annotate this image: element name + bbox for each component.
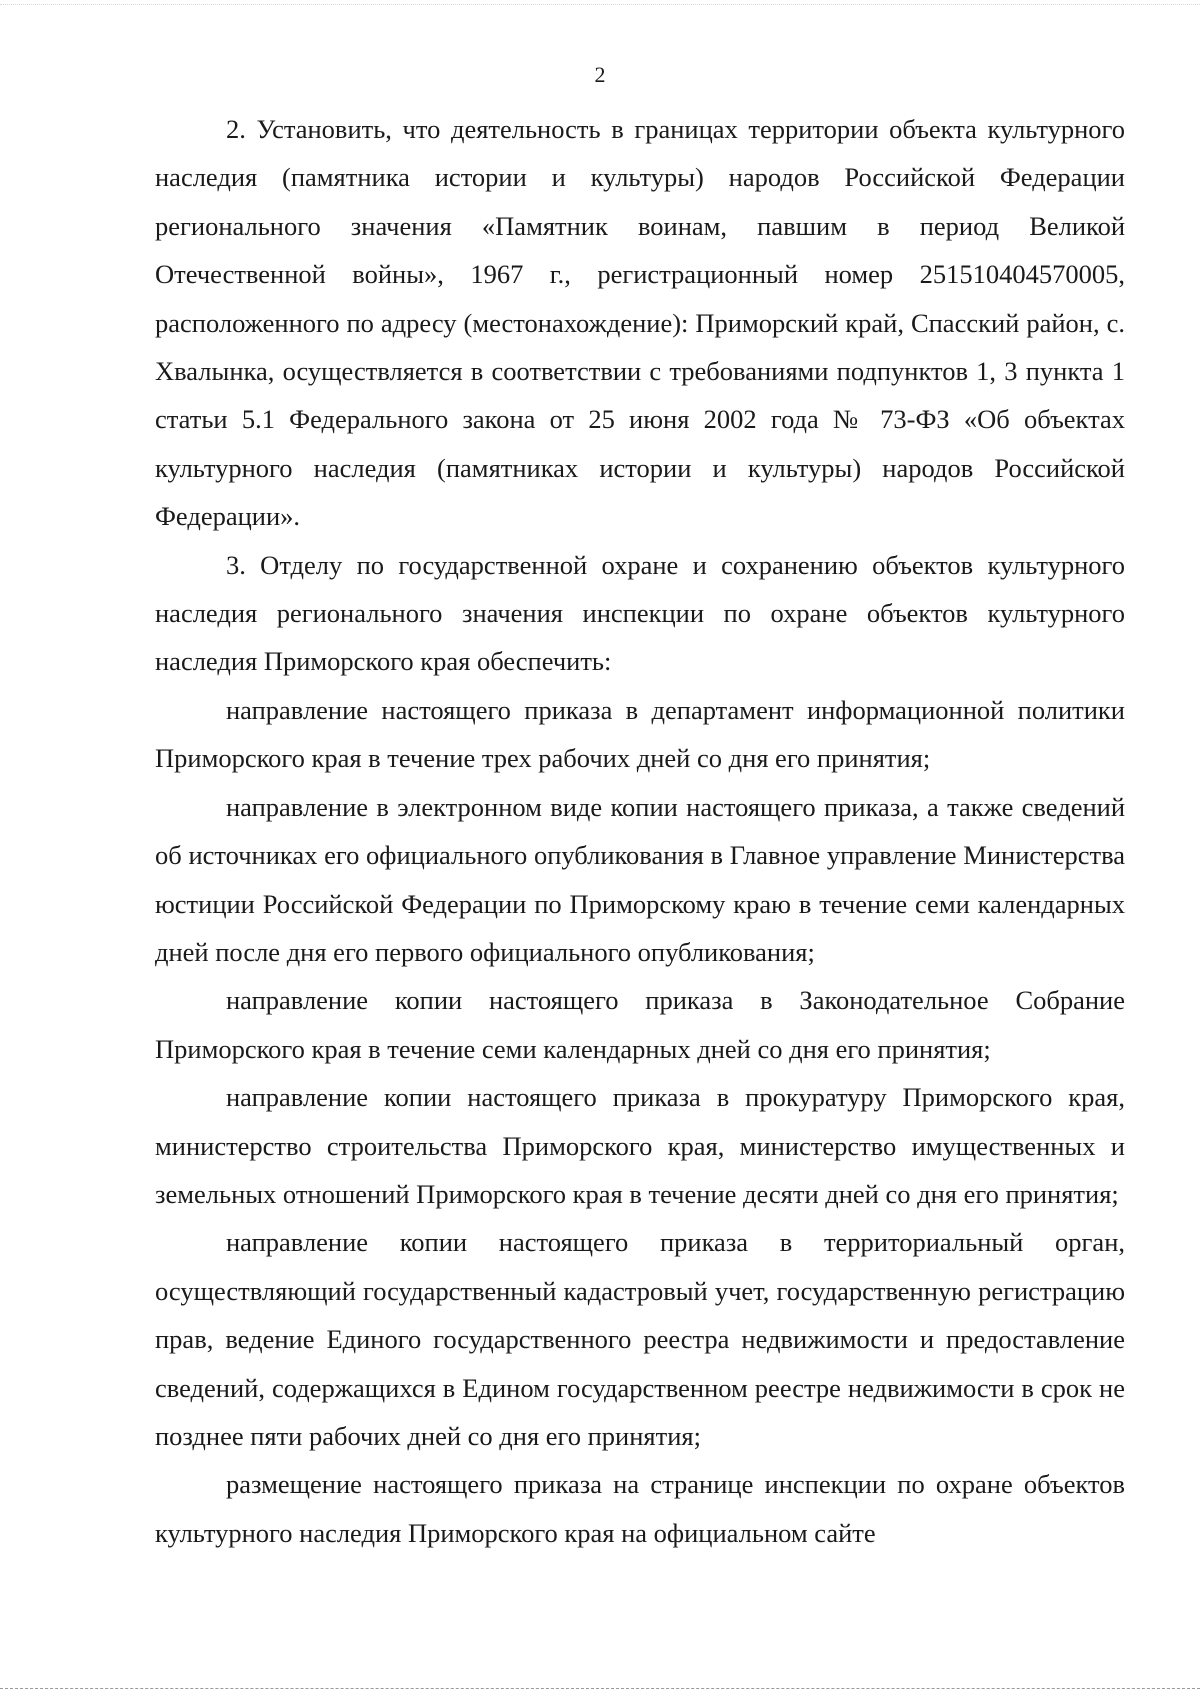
paragraph-subitem-prosecutor: направление копии настоящего приказа в прокуратуру Приморского края, министерство строительства Приморского края, министерство имущественных и земельных отношений Приморского края в течение десяти дней со дня его принятия; <box>155 1082 1125 1209</box>
paragraph-subitem-website-publication: размещение настоящего приказа на странице инспекции по охране объектов культурного наследия Приморского края на официальном сайте <box>155 1469 1125 1548</box>
page-number: 2 <box>594 62 606 87</box>
scan-edge-top <box>0 4 1200 5</box>
paragraph-subitem-ministry-of-justice: направление в электронном виде копии настоящего приказа, а также сведений об источниках его официального опубликования в Главное управление Министерства юстиции Российской Федерации по Приморскому краю в течение семи календарных дней после дня его первого официального опубликования; <box>155 791 1125 967</box>
paragraph-item-2: 2. Установить, что деятельность в границах территории объекта культурного наследия (памятника истории и культуры) народов Российской Федерации регионального значения «Памятник воинам, павшим в период Великой Отечественной войны», 1967 г., регистрационный номер 251510404570005, расположенного по адресу (местонахождение): Приморский край, Спасский район, с. Хвалынка, осуществляется в соответствии с требованиями подпунктов 1, 3 пункта 1 статьи 5.1 Федерального закона от 25 июня 2002 года № 73-ФЗ «Об объектах культурного наследия (памятниках истории и культуры) народов Российской Федерации». <box>155 114 1125 532</box>
document-body <box>155 105 1125 1557</box>
scan-edge-bottom <box>0 1688 1200 1689</box>
paragraph-subitem-cadastral-authority: направление копии настоящего приказа в территориальный орган, осуществляющий государственный кадастровый учет, государственную регистрацию прав, ведение Единого государственного реестра недвижимости и предоставление сведений, содержащихся в Едином государственном реестре недвижимости в срок не позднее пяти рабочих дней со дня его принятия; <box>155 1227 1125 1451</box>
paragraph-item-3: 3. Отделу по государственной охране и сохранению объектов культурного наследия регионального значения инспекции по охране объектов культурного наследия Приморского края обеспечить: <box>155 549 1125 677</box>
paragraph-subitem-legislative-assembly: направление копии настоящего приказа в Законодательное Собрание Приморского края в течение семи календарных дней со дня его принятия; <box>155 985 1125 1064</box>
paragraph-subitem-information-policy: направление настоящего приказа в департамент информационной политики Приморского края в течение трех рабочих дней со дня его принятия; <box>155 694 1125 774</box>
